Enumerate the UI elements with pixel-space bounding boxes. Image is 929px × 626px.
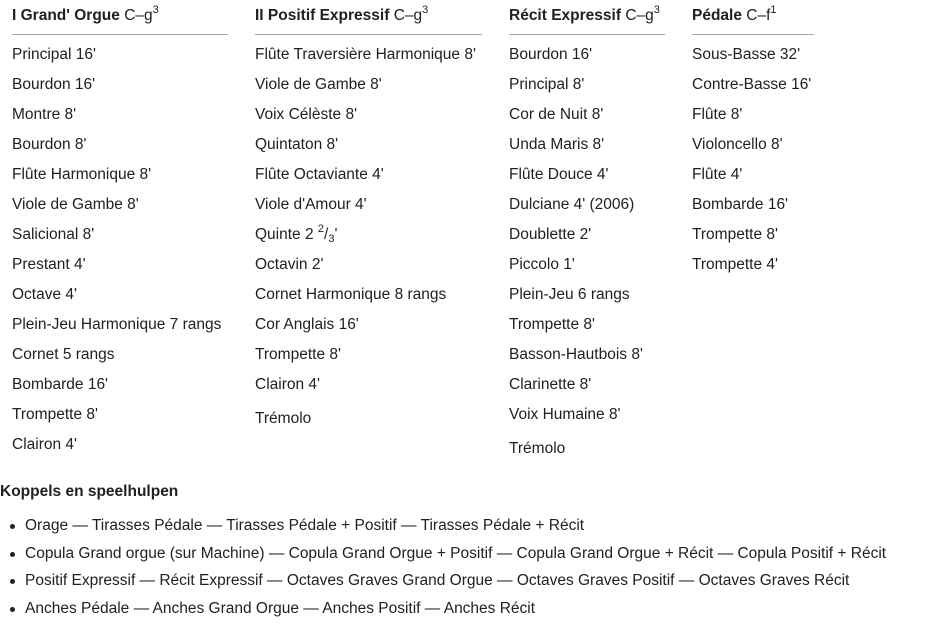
stop-item: Doublette 2' [509, 226, 592, 243]
stop-item: Cor de Nuit 8' [509, 106, 604, 123]
koppels-item [25, 569, 886, 597]
koppels-item-text: Orage — Tirasses Pédale — Tirasses Pédale + Positif — Tirasses Pédale + Récit [25, 517, 585, 534]
stop-item: Clarinette 8' [509, 376, 592, 393]
stop-item: Viole de Gambe 8' [255, 76, 382, 93]
stop-list [509, 43, 665, 467]
stop-item: Salicional 8' [12, 226, 95, 243]
manual-range: C–g [393, 7, 423, 24]
stop-item: Piccolo 1' [509, 256, 575, 273]
stop-item: Plein-Jeu 6 rangs [509, 286, 630, 303]
stop-item: Flûte 8' [692, 106, 743, 123]
manual-range-sup: 1 [770, 4, 777, 16]
stop-item: Principal 8' [509, 76, 585, 93]
manual-range: C–f [746, 7, 771, 24]
stop-item: Basson-Hautbois 8' [509, 346, 643, 363]
stop-item: Flûte 4' [692, 166, 743, 183]
manual-title: I Grand' Orgue [12, 7, 120, 24]
quinte-prefix: Quinte 2 [255, 226, 318, 243]
stop-item: Flûte Octaviante 4' [255, 166, 384, 183]
koppels-item-text: Copula Grand orgue (sur Machine) — Copula Grand Orgue + Positif — Copula Grand Orgue + Récit — Copula Positif + Récit [25, 544, 887, 562]
stop-item: Bombarde 16' [12, 376, 109, 393]
quinte-numerator: 2 [317, 223, 325, 235]
koppels-item [25, 542, 886, 570]
stop-list [12, 43, 228, 463]
stop-item: Voix Célèste 8' [255, 106, 358, 123]
stop-item: Viole de Gambe 8' [12, 196, 139, 213]
koppels-list [0, 514, 886, 624]
stop-item: Voix Humaine 8' [509, 406, 621, 423]
manual-column-recit-expressif [509, 6, 665, 467]
stop-item-quinte [255, 223, 482, 253]
stop-item: Viole d'Amour 4' [255, 196, 367, 213]
koppels-item-text: Positif Expressif — Récit Expressif — Octaves Graves Grand Orgue — Octaves Graves Positif — Octaves Graves Récit [25, 572, 850, 589]
manual-range: C–g [625, 7, 654, 24]
stop-item: Prestant 4' [12, 256, 86, 273]
stop-item: Cornet 5 rangs [12, 346, 115, 363]
bullet-icon [10, 552, 15, 557]
manual-title: Récit Expressif [509, 7, 621, 24]
stop-item: Clairon 4' [12, 436, 77, 453]
manual-column-pedale [692, 6, 814, 283]
stop-item: Flûte Traversière Harmonique 8' [255, 46, 476, 63]
manual-title: Pédale [692, 7, 742, 24]
stop-item: Sous-Basse 32' [692, 46, 801, 63]
manual-range-sup: 3 [653, 4, 660, 16]
manual-heading [12, 6, 228, 35]
bullet-icon [10, 524, 15, 529]
manual-heading [692, 6, 814, 35]
manual-range-sup: 3 [422, 4, 429, 16]
quinte-denominator: 3 [328, 233, 335, 245]
stop-item: Dulciane 4' (2006) [509, 196, 635, 213]
stop-item: Bourdon 16' [12, 76, 96, 93]
stop-item: Flûte Douce 4' [509, 166, 609, 183]
stop-item: Clairon 4' [255, 376, 320, 393]
bullet-icon [10, 607, 15, 612]
stop-list [692, 43, 814, 283]
stop-item: Cornet Harmonique 8 rangs [255, 286, 447, 303]
stop-item: Bourdon 8' [12, 136, 87, 153]
manual-column-grand-orgue [12, 6, 228, 463]
stop-item-tremolo: Trémolo [255, 410, 312, 427]
stop-item-tremolo: Trémolo [509, 440, 566, 457]
stop-item: Trompette 8' [255, 346, 341, 363]
stop-item: Bombarde 16' [692, 196, 789, 213]
stop-item: Violoncello 8' [692, 136, 783, 153]
stop-item: Octave 4' [12, 286, 77, 303]
stop-item: Unda Maris 8' [509, 136, 605, 153]
stop-item: Trompette 4' [692, 256, 778, 273]
quinte-slash: / [324, 226, 329, 243]
manual-column-positif-expressif [255, 6, 482, 437]
stop-item: Contre-Basse 16' [692, 76, 812, 93]
stop-item: Plein-Jeu Harmonique 7 rangs [12, 316, 222, 333]
manual-heading [255, 6, 482, 35]
stop-item: Octavin 2' [255, 256, 324, 273]
manual-range: C–g [124, 7, 153, 24]
manual-title: II Positif Expressif [255, 7, 390, 24]
koppels-item [25, 597, 886, 625]
stop-item: Bourdon 16' [509, 46, 593, 63]
koppels-item [25, 514, 886, 542]
stop-list [255, 43, 482, 437]
manual-range-sup: 3 [152, 4, 159, 16]
stop-item: Trompette 8' [692, 226, 778, 243]
bullet-icon [10, 579, 15, 584]
stop-item: Cor Anglais 16' [255, 316, 359, 333]
stop-item: Montre 8' [12, 106, 77, 123]
quinte-suffix: ' [334, 226, 338, 243]
koppels-item-text: Anches Pédale — Anches Grand Orgue — Anches Positif — Anches Récit [25, 599, 536, 617]
stop-item: Quintaton 8' [255, 136, 339, 153]
stop-item: Principal 16' [12, 46, 96, 63]
stop-item: Trompette 8' [12, 406, 98, 423]
stop-item: Flûte Harmonique 8' [12, 166, 152, 183]
koppels-heading: Koppels en speelhulpen [0, 483, 179, 500]
stop-item: Trompette 8' [509, 316, 595, 333]
manual-heading [509, 6, 665, 35]
